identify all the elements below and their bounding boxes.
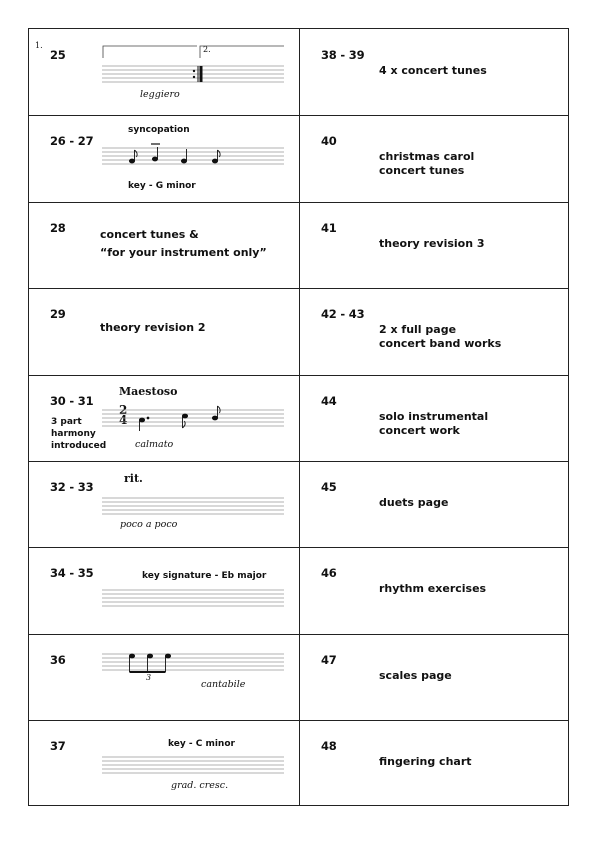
cell-38-39 xyxy=(300,29,570,115)
key-label: key - C minor xyxy=(168,739,235,749)
expression-marking: leggiero xyxy=(140,89,180,100)
cell-34-35 xyxy=(29,547,299,634)
cell-47 xyxy=(300,634,570,720)
cell-28 xyxy=(29,202,299,288)
page-number: 45 xyxy=(321,480,337,494)
page-number: 40 xyxy=(321,134,337,148)
topic-line: duets page xyxy=(379,496,449,509)
cell-45 xyxy=(300,461,570,547)
side-note-line: introduced xyxy=(51,441,107,451)
topic-line: “for your instrument only” xyxy=(100,246,267,259)
page-number: 47 xyxy=(321,653,337,667)
page-number: 30 - 31 xyxy=(50,394,94,408)
expression-marking: grad. cresc. xyxy=(171,780,229,791)
page-number: 37 xyxy=(50,739,66,753)
cell-36 xyxy=(29,634,299,720)
page-number: 41 xyxy=(321,221,337,235)
page-number: 46 xyxy=(321,566,337,580)
cell-48 xyxy=(300,720,570,807)
topic-line: scales page xyxy=(379,669,452,682)
staff-empty xyxy=(102,491,292,521)
page-number: 26 - 27 xyxy=(50,134,94,148)
topic xyxy=(379,582,486,596)
expression-marking: calmato xyxy=(135,439,174,450)
cell-46 xyxy=(300,547,570,634)
topic xyxy=(379,755,472,769)
cell-37 xyxy=(29,720,299,807)
expression-marking: poco a poco xyxy=(120,519,178,530)
cell-41 xyxy=(300,202,570,288)
time-signature-top: 2 xyxy=(119,403,128,417)
cell-29 xyxy=(29,288,299,375)
page-number: 25 xyxy=(50,48,66,62)
page-number: 48 xyxy=(321,739,337,753)
topic-line: christmas carol xyxy=(379,150,475,163)
cell-44 xyxy=(300,375,570,461)
topic-line: theory revision 3 xyxy=(379,237,485,250)
staff-syncopation xyxy=(102,141,292,181)
ritardando-marking: rit. xyxy=(124,472,143,485)
staff-empty xyxy=(102,750,292,780)
cell-26-27 xyxy=(29,115,299,202)
page-number: 36 xyxy=(50,653,66,667)
topic xyxy=(379,410,488,438)
topic-line: concert tunes & xyxy=(100,228,199,241)
expression-marking: cantabile xyxy=(201,679,246,690)
ending-2-label: 2. xyxy=(203,45,211,54)
triplet-number: 3 xyxy=(146,673,152,682)
staff-repeat-endings xyxy=(102,44,292,89)
cell-40 xyxy=(300,115,570,202)
topic-line: solo instrumental xyxy=(379,410,489,423)
topic-line: rhythm exercises xyxy=(379,582,487,595)
topic-label: syncopation xyxy=(128,125,190,135)
page-number: 28 xyxy=(50,221,66,235)
page-number: 34 - 35 xyxy=(50,566,94,580)
topic xyxy=(379,237,485,251)
page-number: 44 xyxy=(321,394,337,408)
time-signature-bottom: 4 xyxy=(119,413,128,427)
ending-1-label: 1. xyxy=(35,41,43,50)
topic xyxy=(379,496,448,510)
topic-line: concert tunes xyxy=(379,164,465,177)
topic-line: fingering chart xyxy=(379,755,472,768)
side-note-line: 3 part xyxy=(51,417,82,427)
topic xyxy=(379,323,501,351)
topic-line: 4 x concert tunes xyxy=(379,64,487,77)
key-signature-label: key signature - Eb major xyxy=(142,571,267,581)
topic xyxy=(379,669,452,683)
lesson-grid xyxy=(28,28,569,806)
page-number: 32 - 33 xyxy=(50,480,94,494)
staff-triplet xyxy=(102,647,292,689)
page-number: 29 xyxy=(50,307,66,321)
topic xyxy=(379,150,474,178)
cell-30-31 xyxy=(29,375,299,461)
topic-line: theory revision 2 xyxy=(100,321,206,334)
staff-empty xyxy=(102,583,292,613)
page-number: 42 - 43 xyxy=(321,307,365,321)
topic-line: concert band works xyxy=(379,337,502,350)
tempo-marking: Maestoso xyxy=(119,385,178,398)
topic-line: concert work xyxy=(379,424,460,437)
staff-harmony xyxy=(102,403,292,433)
side-note xyxy=(51,416,106,452)
cell-25 xyxy=(29,29,299,115)
page-number: 38 - 39 xyxy=(321,48,365,62)
cell-32-33 xyxy=(29,461,299,547)
topic xyxy=(379,64,487,78)
cell-42-43 xyxy=(300,288,570,375)
key-label: key - G minor xyxy=(128,181,196,191)
side-note-line: harmony xyxy=(51,429,96,439)
topic-line: 2 x full page xyxy=(379,323,457,336)
